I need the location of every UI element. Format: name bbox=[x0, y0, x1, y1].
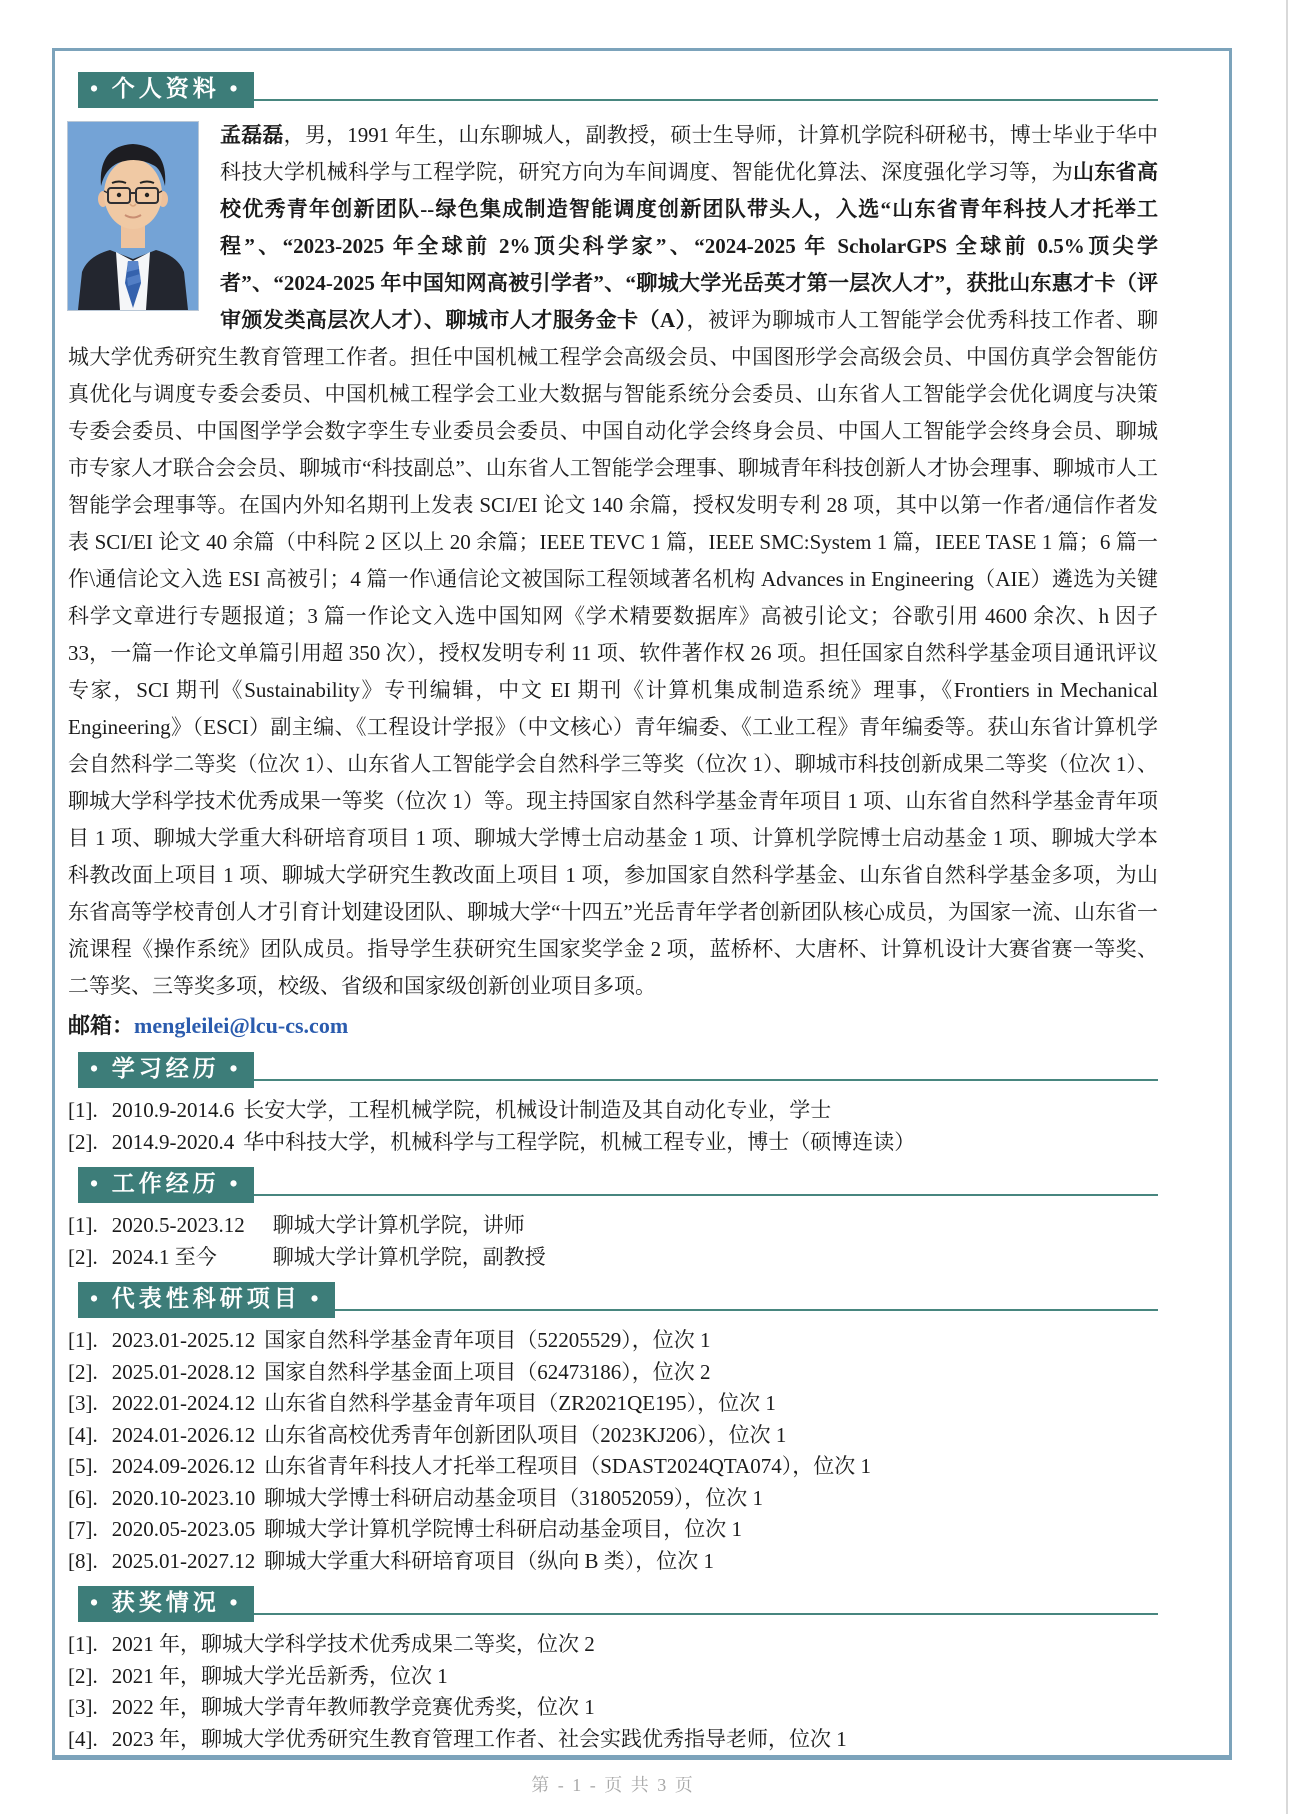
item-date: 2022.01-2024.12 bbox=[111, 1391, 256, 1415]
section-title-education: • 学习经历 • bbox=[78, 1052, 254, 1088]
item-text: 山东省青年科技人才托举工程项目（SDAST2024QTA074），位次 1 bbox=[264, 1454, 871, 1478]
item-number: [2]. bbox=[68, 1129, 98, 1154]
item-text: 2021 年，聊城大学科学技术优秀成果二等奖，位次 2 bbox=[111, 1632, 595, 1656]
section-title-awards: • 获奖情况 • bbox=[78, 1586, 254, 1622]
item-number: [6]. bbox=[68, 1485, 98, 1510]
item-date: 2025.01-2028.12 bbox=[111, 1359, 256, 1384]
section-title-work: • 工作经历 • bbox=[78, 1167, 254, 1203]
list-item bbox=[68, 1724, 1158, 1756]
section-rule bbox=[254, 1079, 1158, 1081]
section-title-projects: • 代表性科研项目 • bbox=[78, 1282, 335, 1318]
item-text: 2021 年，聊城大学光岳新秀，位次 1 bbox=[111, 1663, 448, 1688]
work-list bbox=[68, 1210, 1158, 1273]
list-item bbox=[68, 1242, 1158, 1274]
item-date: 2024.01-2026.12 bbox=[111, 1422, 256, 1447]
item-text: 2022 年，聊城大学青年教师教学竞赛优秀奖，位次 1 bbox=[111, 1695, 595, 1719]
section-header-education bbox=[78, 1052, 1158, 1088]
item-number: [2]. bbox=[68, 1244, 98, 1269]
profile-photo bbox=[68, 122, 198, 310]
profile-paragraph bbox=[68, 117, 1158, 1005]
item-number: [8]. bbox=[68, 1548, 98, 1573]
item-number: [7]. bbox=[68, 1517, 98, 1541]
page-content bbox=[68, 72, 1158, 1797]
section-title-profile: • 个人资料 • bbox=[78, 72, 254, 108]
item-date: 2024.09-2026.12 bbox=[111, 1454, 256, 1478]
list-item bbox=[68, 1210, 1158, 1242]
projects-list bbox=[68, 1325, 1158, 1577]
education-list bbox=[68, 1095, 1158, 1158]
section-header-profile bbox=[78, 72, 1158, 108]
item-text: 聊城大学计算机学院博士科研启动基金项目，位次 1 bbox=[264, 1517, 742, 1541]
item-number: [1]. bbox=[68, 1098, 98, 1122]
item-number: [2]. bbox=[68, 1359, 98, 1384]
list-item bbox=[68, 1661, 1158, 1693]
list-item bbox=[68, 1514, 1158, 1546]
item-date: 2020.10-2023.10 bbox=[111, 1485, 256, 1510]
viewer-edge-line bbox=[1286, 0, 1288, 1814]
item-text: 华中科技大学，机械科学与工程学院，机械工程专业，博士（硕博连读） bbox=[243, 1129, 916, 1154]
list-item bbox=[68, 1095, 1158, 1127]
item-text: 长安大学，工程机械学院，机械设计制造及其自动化专业，学士 bbox=[243, 1098, 832, 1122]
profile-text-run: ，男，1991 年生，山东聊城人，副教授，硕士生导师，计算机学院科研秘书，博士毕业于华中科技大学机械科学与工程学院，研究方向为车间调度、智能优化算法、深度强化学习等，为 bbox=[220, 123, 1158, 184]
item-number: [1]. bbox=[68, 1213, 98, 1237]
list-item bbox=[68, 1325, 1158, 1357]
item-date: 2020.5-2023.12 bbox=[111, 1213, 245, 1237]
list-item bbox=[68, 1451, 1158, 1483]
item-date: 2010.9-2014.6 bbox=[111, 1098, 235, 1122]
list-item bbox=[68, 1546, 1158, 1578]
item-number: [4]. bbox=[68, 1726, 98, 1751]
section-rule bbox=[254, 1613, 1158, 1615]
item-text: 聊城大学计算机学院，讲师 bbox=[272, 1213, 525, 1237]
profile-text-bold: 山东省高校优秀青年创新团队--绿色集成制造智能调度创新团队带头人，入选“山东省青年科技人才托举工程”、“2023-2025 年全球前 2%顶尖科学家”、“2024-2025 年 ScholarGPS 全球前 0.5%顶尖学者”、“2024-2025 年中国知网高被引学者”、“聊城大学光岳英才第一层次人才”，获批山东惠才卡（评审颁发类高层次人才）、聊城市人才服务金卡（A） bbox=[220, 160, 1159, 332]
email-line bbox=[68, 1009, 1158, 1043]
list-item bbox=[68, 1692, 1158, 1724]
section-rule bbox=[335, 1309, 1158, 1311]
item-number: [4]. bbox=[68, 1422, 98, 1447]
item-date: 2025.01-2027.12 bbox=[111, 1548, 256, 1573]
section-header-awards bbox=[78, 1586, 1158, 1622]
item-text: 聊城大学博士科研启动基金项目（318052059），位次 1 bbox=[264, 1485, 763, 1510]
section-header-projects bbox=[78, 1282, 1158, 1318]
profile-text-run: ，被评为聊城市人工智能学会优秀科技工作者、聊城大学优秀研究生教育管理工作者。担任中国机械工程学会高级会员、中国图形学会高级会员、中国仿真学会智能仿真优化与调度专委会委员、中国机械工程学会工业大数据与智能系统分会委员、山东省人工智能学会优化调度与决策专委会委员、中国图学学会数字孪生专业委员会委员、中国自动化学会终身会员、中国人工智能学会终身会员、聊城市专家人才联合会会员、聊城市“科技副总”、山东省人工智能学会理事、聊城青年科技创新人才协会理事、聊城市人工智能学会理事等。在国内外知名期刊上发表 SCI/EI 论文 140 余篇，授权发明专利 28 项，其中以第一作者/通信作者发表 SCI/EI 论文 40 余篇（中科院 2 区以上 20 余篇；IEEE TEVC 1 篇，IEEE SMC:System 1 篇，IEEE TASE 1 篇；6 篇一作\通信论文入选 ESI 高被引；4 篇一作\通信论文被国际工程领域著名机构 Advances in Engineering（AIE）遴选为关键科学文章进行专题报道；3 篇一作论文入选中国知网《学术精要数据库》高被引论文；谷歌引用 4600 余次、h 因子 33，一篇一作论文单篇引用超 350 次），授权发明专利 11 项、软件著作权 26 项。担任国家自然科学基金项目通讯评议专家，SCI 期刊《Sustainability》专刊编辑，中文 EI 期刊《计算机集成制造系统》理事，《Frontiers in Mechanical Engineering》（ESCI）副主编、《工程设计学报》（中文核心）青年编委、《工业工程》青年编委等。获山东省计算机学会自然科学二等奖（位次 1）、山东省人工智能学会自然科学三等奖（位次 1）、聊城市科技创新成果二等奖（位次 1）、聊城大学科学技术优秀成果一等奖（位次 1）等。现主持国家自然科学基金青年项目 1 项、山东省自然科学基金青年项目 1 项、聊城大学重大科研培育项目 1 项、聊城大学博士启动基金 1 项、计算机学院博士启动基金 1 项、聊城大学本科教改面上项目 1 项、聊城大学研究生教改面上项目 1 项，参加国家自然科学基金、山东省自然科学基金多项，为山东省高等学校青创人才引育计划建设团队、聊城大学“十四五”光岳青年学者创新团队核心成员，为国家一流、山东省一流课程《操作系统》团队成员。指导学生获研究生国家奖学金 2 项，蓝桥杯、大唐杯、计算机设计大赛省赛一等奖、二等奖、三等奖多项，校级、省级和国家级创新创业项目多项。 bbox=[68, 308, 1158, 998]
portrait-photo-icon bbox=[68, 122, 198, 310]
section-header-work bbox=[78, 1167, 1158, 1203]
list-item bbox=[68, 1629, 1158, 1661]
email-link[interactable]: mengleilei@lcu-cs.com bbox=[134, 1013, 349, 1038]
page-number: 第 - 1 - 页 共 3 页 bbox=[531, 1775, 695, 1795]
list-item bbox=[68, 1127, 1158, 1159]
item-date: 2014.9-2020.4 bbox=[111, 1129, 235, 1154]
item-date: 2024.1 至今 bbox=[111, 1244, 217, 1269]
item-date: 2023.01-2025.12 bbox=[111, 1328, 256, 1352]
item-text: 2023 年，聊城大学优秀研究生教育管理工作者、社会实践优秀指导老师，位次 1 bbox=[111, 1726, 847, 1751]
list-item bbox=[68, 1483, 1158, 1515]
section-rule bbox=[254, 99, 1158, 101]
list-item bbox=[68, 1420, 1158, 1452]
item-text: 山东省自然科学基金青年项目（ZR2021QE195），位次 1 bbox=[264, 1391, 776, 1415]
item-text: 山东省高校优秀青年创新团队项目（2023KJ206），位次 1 bbox=[264, 1422, 787, 1447]
profile-text-bold: 孟磊磊 bbox=[220, 123, 284, 147]
item-number: [1]. bbox=[68, 1328, 98, 1352]
item-date: 2020.05-2023.05 bbox=[111, 1517, 256, 1541]
list-item bbox=[68, 1357, 1158, 1389]
section-rule bbox=[254, 1194, 1158, 1196]
item-number: [1]. bbox=[68, 1632, 98, 1656]
item-number: [3]. bbox=[68, 1695, 98, 1719]
item-text: 国家自然科学基金青年项目（52205529），位次 1 bbox=[264, 1328, 711, 1352]
item-text: 国家自然科学基金面上项目（62473186），位次 2 bbox=[264, 1359, 711, 1384]
item-number: [2]. bbox=[68, 1663, 98, 1688]
item-number: [3]. bbox=[68, 1391, 98, 1415]
profile-text bbox=[68, 123, 1158, 998]
item-text: 聊城大学重大科研培育项目（纵向 B 类），位次 1 bbox=[264, 1548, 715, 1573]
awards-list bbox=[68, 1629, 1158, 1755]
item-text: 聊城大学计算机学院，副教授 bbox=[272, 1244, 546, 1269]
item-number: [5]. bbox=[68, 1454, 98, 1478]
list-item bbox=[68, 1388, 1158, 1420]
email-label: 邮箱： bbox=[68, 1013, 135, 1038]
